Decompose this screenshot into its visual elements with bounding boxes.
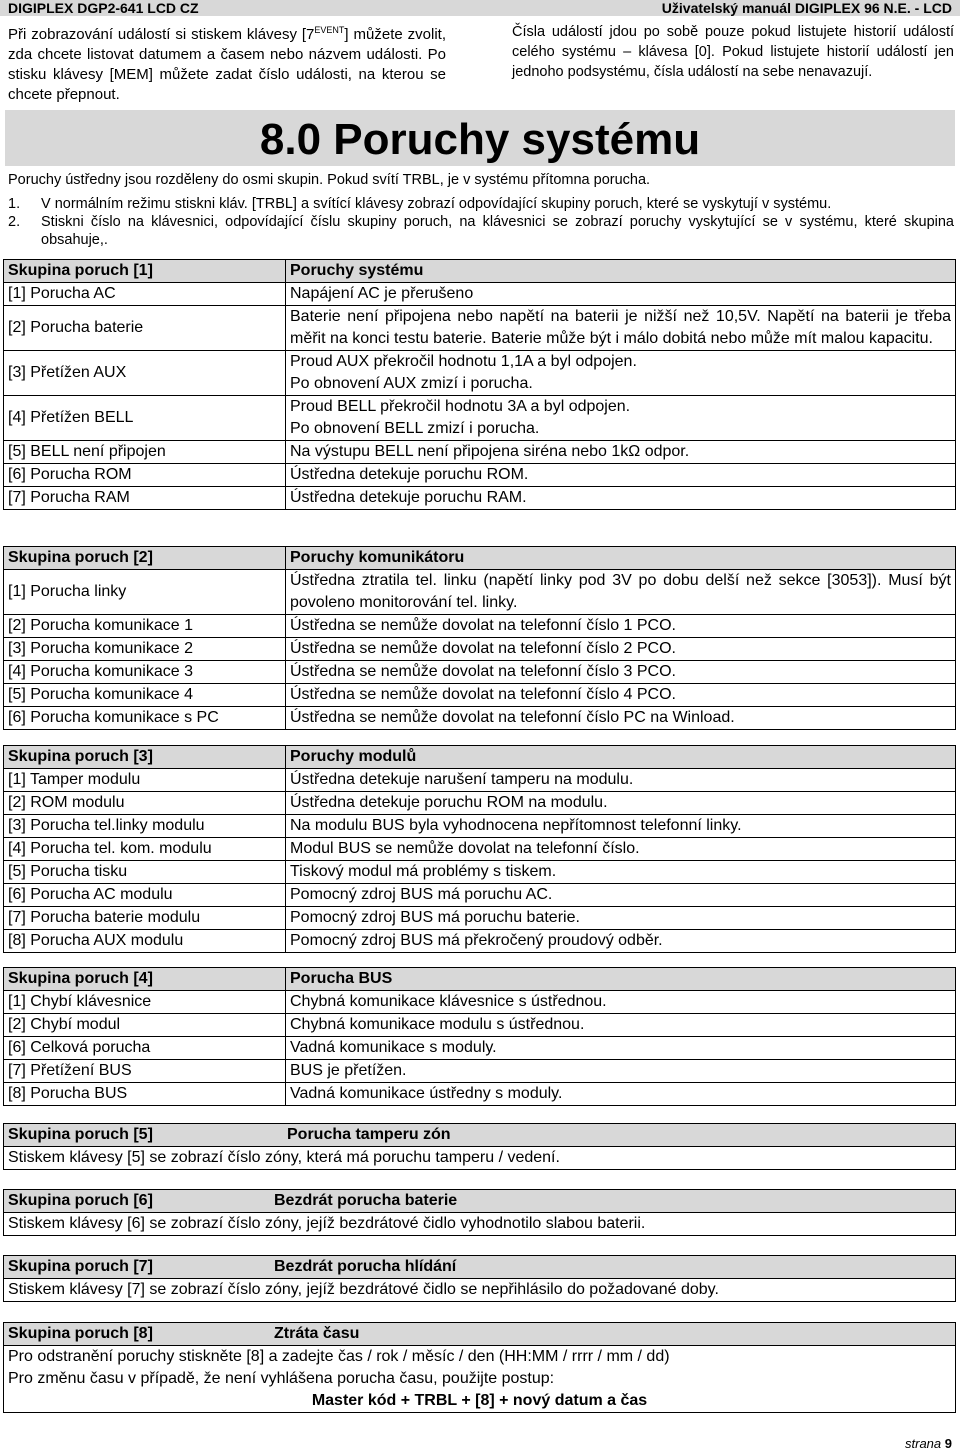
group-8-line-1: Pro odstranění poruchy stiskněte [8] a zadejte čas / rok / měsíc / den (HH:MM / rrrr / mm / dd): [8, 1348, 670, 1365]
group-title: Porucha BUS: [286, 968, 956, 991]
trouble-description: [286, 1060, 956, 1083]
group-header-row: [4, 260, 956, 283]
trouble-code: [1] Porucha AC: [4, 283, 286, 306]
intro-right: Čísla událostí jdou po sobě pouze pokud listujete historií událostí celého systému – klávesa [0]. Pokud listujete historií událostí jen jednoho podsystému, čísla událostí na sebe nenavazují.: [512, 24, 954, 80]
page-header: [0, 0, 960, 16]
description-line: Ústředna se nemůže dovolat na telefonní číslo PC na Winload.: [290, 709, 735, 726]
table-row: [4, 638, 956, 661]
trouble-description: [286, 351, 956, 396]
description-line: Vadná komunikace s moduly.: [290, 1039, 497, 1056]
trouble-description: [286, 661, 956, 684]
description-line: Chybná komunikace modulu s ústřednou.: [290, 1016, 585, 1033]
trouble-code: [2] Porucha baterie: [4, 306, 286, 351]
table-row: [4, 991, 956, 1014]
footer-label: strana: [905, 1436, 942, 1451]
group-7-text: Stiskem klávesy [7] se zobrazí číslo zóny, jejíž bezdrátové čidlo se nepřihlásilo do požadované doby.: [4, 1279, 956, 1302]
description-line: Po obnovení BELL zmizí i porucha.: [290, 420, 540, 437]
trouble-description: [286, 884, 956, 907]
trouble-description: [286, 861, 956, 884]
table-row: [4, 487, 956, 510]
trouble-description: [286, 306, 956, 351]
description-line: Ústředna detekuje narušení tamperu na modulu.: [290, 771, 634, 788]
table-row: [4, 570, 956, 615]
group-7-label: Skupina poruch [7]: [8, 1258, 153, 1275]
group-label: Skupina poruch [4]: [4, 968, 286, 991]
step-number: 2.: [8, 214, 21, 230]
group-title: Poruchy systému: [286, 260, 956, 283]
table-row: [4, 792, 956, 815]
table-row: [4, 838, 956, 861]
table-row: [4, 684, 956, 707]
step-number: 1.: [8, 196, 21, 212]
trouble-group-7-table: [3, 1255, 956, 1302]
description-line: Baterie není připojena nebo napětí na baterii je nižší než 10,5V. Napětí na baterii je třeba měřit na konci testu baterie. Baterie může být i málo dobitá nebo může mít malou kapacitu.: [290, 308, 951, 347]
table-row: [4, 707, 956, 730]
table-row: [4, 930, 956, 953]
trouble-description: [286, 1037, 956, 1060]
table-row: [4, 1014, 956, 1037]
trouble-group-3-table: [3, 745, 956, 953]
group-8-label: Skupina poruch [8]: [8, 1325, 153, 1342]
group-header-row: [4, 746, 956, 769]
trouble-code: [2] ROM modulu: [4, 792, 286, 815]
table-row: [4, 283, 956, 306]
trouble-code: [4] Porucha tel. kom. modulu: [4, 838, 286, 861]
description-line: Tiskový modul má problémy s tiskem.: [290, 863, 557, 880]
trouble-code: [5] Porucha komunikace 4: [4, 684, 286, 707]
trouble-group-5-table: [3, 1123, 956, 1170]
group-6-title: Bezdrát porucha baterie: [274, 1192, 458, 1209]
group-7-header: [4, 1256, 956, 1279]
trouble-code: [7] Porucha RAM: [4, 487, 286, 510]
trouble-description: [286, 991, 956, 1014]
table-row: [4, 396, 956, 441]
trouble-description: [286, 1083, 956, 1106]
group-8-line-3: Master kód + TRBL + [8] + nový datum a čas: [311, 1392, 648, 1409]
group-8-line-2: Pro změnu času v případě, že není vyhlášena porucha času, použijte postup:: [8, 1370, 555, 1387]
trouble-code: [4] Přetížen BELL: [4, 396, 286, 441]
trouble-description: [286, 707, 956, 730]
trouble-code: [5] BELL není připojen: [4, 441, 286, 464]
description-line: Proud AUX překročil hodnotu 1,1A a byl odpojen.: [290, 353, 637, 370]
trouble-group-2-table: [3, 546, 956, 730]
description-line: Ústředna se nemůže dovolat na telefonní číslo 4 PCO.: [290, 686, 676, 703]
group-8-header: [4, 1323, 956, 1346]
group-8-text: [4, 1346, 956, 1413]
group-5-text: Stiskem klávesy [5] se zobrazí číslo zóny, která má poruchu tamperu / vedení.: [4, 1147, 956, 1170]
trouble-code: [7] Přetížení BUS: [4, 1060, 286, 1083]
trouble-code: [7] Porucha baterie modulu: [4, 907, 286, 930]
trouble-code: [2] Porucha komunikace 1: [4, 615, 286, 638]
trouble-code: [1] Chybí klávesnice: [4, 991, 286, 1014]
table-row: [4, 661, 956, 684]
group-label: Skupina poruch [2]: [4, 547, 286, 570]
group-title: Poruchy modulů: [286, 746, 956, 769]
intro-paragraph: Poruchy ústředny jsou rozděleny do osmi skupin. Pokud svítí TRBL, je v systému přítomna porucha.: [8, 172, 651, 188]
intro-left: [8, 20, 446, 105]
step-item: [8, 195, 954, 213]
table-row: [4, 615, 956, 638]
description-line: Na modulu BUS byla vyhodnocena nepřítomnost telefonní linky.: [290, 817, 742, 834]
table-row: [4, 1060, 956, 1083]
description-line: Po obnovení AUX zmizí i porucha.: [290, 375, 533, 392]
section-title: 8.0 Poruchy systému: [259, 115, 701, 164]
description-line: Pomocný zdroj BUS má překročený proudový odběr.: [290, 932, 663, 949]
trouble-description: [286, 396, 956, 441]
trouble-code: [3] Porucha komunikace 2: [4, 638, 286, 661]
trouble-description: [286, 684, 956, 707]
description-line: Ústředna detekuje poruchu ROM na modulu.: [290, 794, 608, 811]
trouble-description: [286, 283, 956, 306]
table-row: [4, 441, 956, 464]
description-line: Chybná komunikace klávesnice s ústřednou.: [290, 993, 607, 1010]
table-row: [4, 306, 956, 351]
intro-left-part2: ] můžete zvolit, zda chcete listovat datumem a časem nebo názvem události. Po stisku klávesy [MEM] můžete zadat číslo události, na kterou se chcete přepnout.: [8, 26, 446, 103]
description-line: Pomocný zdroj BUS má poruchu AC.: [290, 886, 553, 903]
trouble-description: [286, 769, 956, 792]
group-5-label: Skupina poruch [5]: [8, 1126, 153, 1143]
step-item: [8, 213, 954, 249]
table-row: [4, 769, 956, 792]
trouble-code: [6] Porucha AC modulu: [4, 884, 286, 907]
group-8-title: Ztráta času: [274, 1325, 360, 1342]
group-label: Skupina poruch [3]: [4, 746, 286, 769]
table-row: [4, 907, 956, 930]
table-row: [4, 815, 956, 838]
trouble-group-6-table: [3, 1189, 956, 1236]
trouble-description: [286, 930, 956, 953]
table-row: [4, 351, 956, 396]
step-text: Stiskni číslo na klávesnici, odpovídající číslu skupiny poruch, na klávesnici se zobrazí poruchy vyskytující se v systému, které skupina obsahuje,.: [41, 214, 954, 248]
table-row: [4, 1037, 956, 1060]
trouble-code: [8] Porucha AUX modulu: [4, 930, 286, 953]
description-line: Pomocný zdroj BUS má poruchu baterie.: [290, 909, 580, 926]
trouble-code: [8] Porucha BUS: [4, 1083, 286, 1106]
intro-left-part1: Při zobrazování událostí si stiskem klávesy [7: [8, 26, 315, 43]
group-6-header: [4, 1190, 956, 1213]
trouble-description: [286, 464, 956, 487]
trouble-code: [5] Porucha tisku: [4, 861, 286, 884]
description-line: Na výstupu BELL není připojena siréna nebo 1kΩ odpor.: [290, 443, 690, 460]
trouble-group-4-table: [3, 967, 956, 1106]
trouble-code: [6] Porucha komunikace s PC: [4, 707, 286, 730]
trouble-description: [286, 792, 956, 815]
group-header-row: [4, 547, 956, 570]
event-superscript: EVENT: [314, 25, 345, 35]
trouble-code: [1] Porucha linky: [4, 570, 286, 615]
header-right: Uživatelský manuál DIGIPLEX 96 N.E. - LCD: [661, 0, 952, 16]
group-5-header: [4, 1124, 956, 1147]
table-row: [4, 464, 956, 487]
table-row: [4, 884, 956, 907]
group-6-label: Skupina poruch [6]: [8, 1192, 153, 1209]
table-row: [4, 861, 956, 884]
description-line: Proud BELL překročil hodnotu 3A a byl odpojen.: [290, 398, 631, 415]
trouble-code: [1] Tamper modulu: [4, 769, 286, 792]
trouble-code: [3] Přetížen AUX: [4, 351, 286, 396]
trouble-description: [286, 487, 956, 510]
group-label: Skupina poruch [1]: [4, 260, 286, 283]
description-line: Ústředna se nemůže dovolat na telefonní číslo 1 PCO.: [290, 617, 676, 634]
trouble-code: [3] Porucha tel.linky modulu: [4, 815, 286, 838]
steps-list: [8, 195, 954, 249]
trouble-code: [6] Celková porucha: [4, 1037, 286, 1060]
group-5-title: Porucha tamperu zón: [287, 1126, 451, 1143]
trouble-description: [286, 1014, 956, 1037]
description-line: Ústředna detekuje poruchu ROM.: [290, 466, 529, 483]
header-left: DIGIPLEX DGP2-641 LCD CZ: [8, 0, 199, 16]
step-text: V normálním režimu stiskni kláv. [TRBL] a svítící klávesy zobrazí odpovídající skupiny poruch, které se vyskytují v systému.: [41, 196, 832, 212]
group-header-row: [4, 968, 956, 991]
trouble-code: [2] Chybí modul: [4, 1014, 286, 1037]
trouble-code: [6] Porucha ROM: [4, 464, 286, 487]
description-line: Ústředna se nemůže dovolat na telefonní číslo 2 PCO.: [290, 640, 676, 657]
description-line: BUS je přetížen.: [290, 1062, 407, 1079]
description-line: Ústředna detekuje poruchu RAM.: [290, 489, 527, 506]
trouble-description: [286, 570, 956, 615]
description-line: Napájení AC je přerušeno: [290, 285, 474, 302]
table-row: [4, 1083, 956, 1106]
trouble-description: [286, 838, 956, 861]
group-6-text: Stiskem klávesy [6] se zobrazí číslo zóny, jejíž bezdrátové čidlo vyhodnotilo slabou baterii.: [4, 1213, 956, 1236]
description-line: Modul BUS se nemůže dovolat na telefonní číslo.: [290, 840, 640, 857]
trouble-description: [286, 815, 956, 838]
trouble-description: [286, 638, 956, 661]
description-line: Ústředna ztratila tel. linku (napětí linky pod 3V po dobu delší než sekce [3053]). Musí být povoleno monitorování tel. linky.: [290, 572, 951, 611]
trouble-description: [286, 441, 956, 464]
trouble-group-8-table: [3, 1322, 956, 1413]
trouble-code: [4] Porucha komunikace 3: [4, 661, 286, 684]
page-footer: [905, 1436, 952, 1451]
trouble-description: [286, 907, 956, 930]
group-7-title: Bezdrát porucha hlídání: [274, 1258, 457, 1275]
trouble-group-1-table: [3, 259, 956, 510]
group-title: Poruchy komunikátoru: [286, 547, 956, 570]
description-line: Ústředna se nemůže dovolat na telefonní číslo 3 PCO.: [290, 663, 676, 680]
page-number: 9: [944, 1436, 952, 1451]
trouble-description: [286, 615, 956, 638]
description-line: Vadná komunikace ústředny s moduly.: [290, 1085, 563, 1102]
